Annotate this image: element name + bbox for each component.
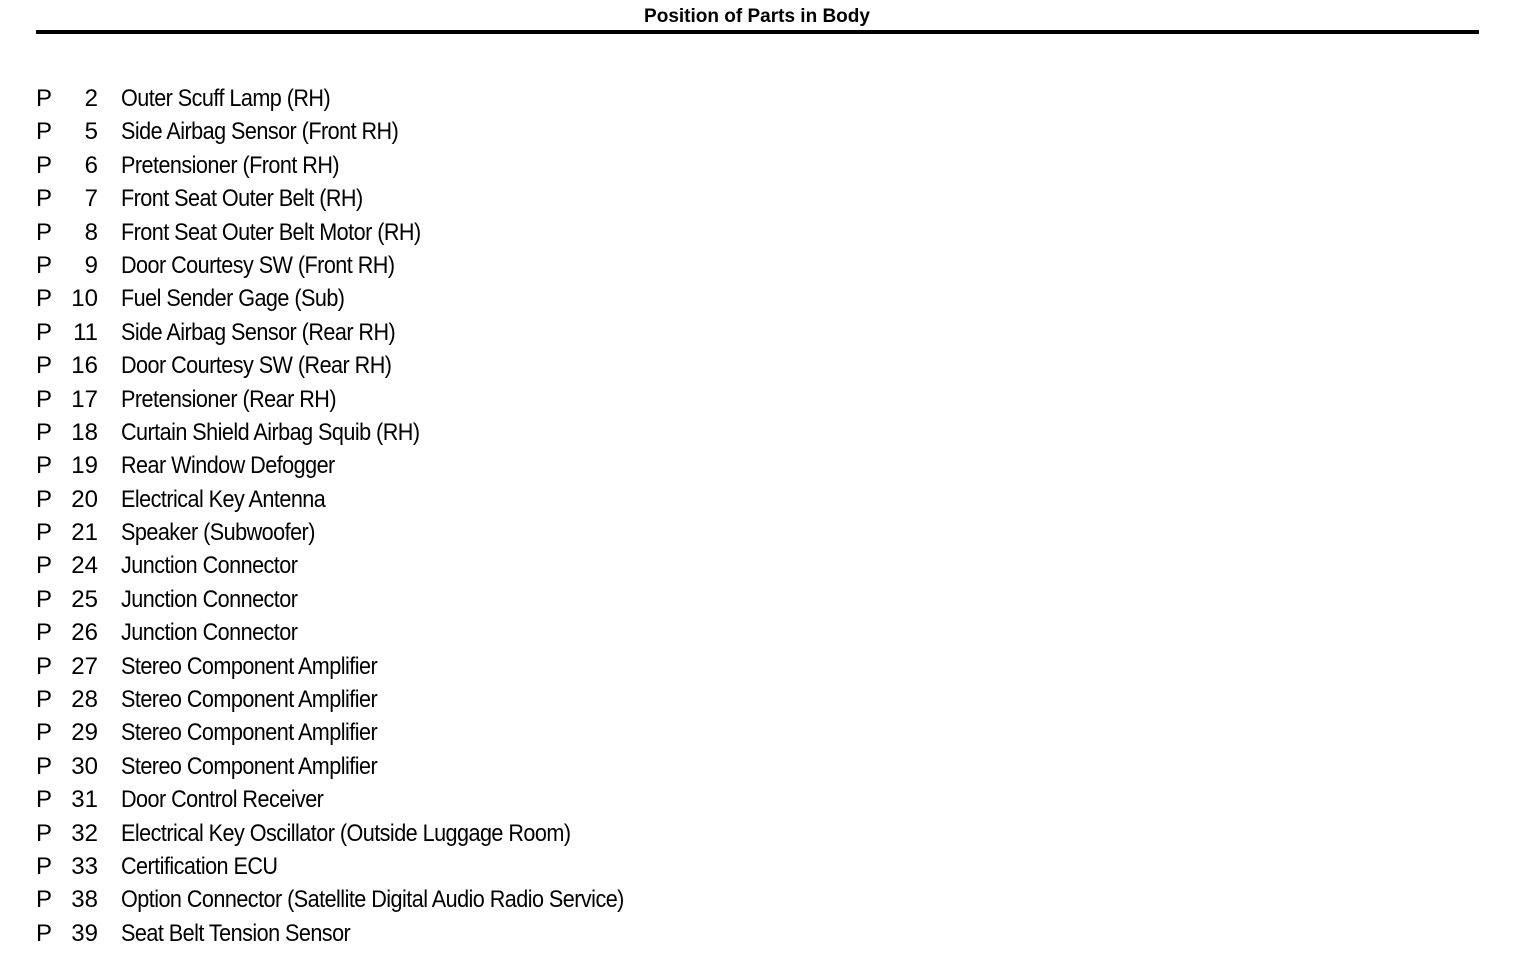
part-name: Stereo Component Amplifier (121, 652, 378, 680)
part-row (0, 483, 800, 516)
part-prefix: P (36, 619, 53, 647)
part-number: 7 (84, 185, 98, 213)
part-row (0, 82, 800, 115)
part-row (0, 850, 800, 883)
part-row (0, 883, 800, 916)
part-row (0, 817, 800, 850)
part-name: Junction Connector (121, 619, 298, 647)
part-prefix: P (36, 819, 53, 847)
part-prefix: P (36, 886, 53, 914)
part-row (0, 783, 800, 816)
part-prefix: P (36, 552, 53, 580)
part-name: Electrical Key Antenna (121, 485, 326, 513)
part-number: 21 (71, 519, 98, 547)
part-row (0, 316, 800, 349)
part-row (0, 750, 800, 783)
part-prefix: P (36, 85, 53, 112)
part-number: 6 (84, 151, 98, 179)
part-number: 24 (71, 552, 98, 580)
part-row (0, 716, 800, 749)
part-number: 9 (84, 251, 98, 279)
part-name: Fuel Sender Gage (Sub) (121, 285, 345, 313)
part-number: 16 (71, 352, 98, 380)
part-row (0, 549, 800, 582)
part-row (0, 516, 800, 549)
part-prefix: P (36, 585, 53, 613)
part-prefix: P (36, 852, 53, 880)
part-prefix: P (36, 352, 53, 380)
part-prefix: P (36, 719, 53, 747)
part-number: 19 (71, 452, 98, 480)
part-name: Pretensioner (Rear RH) (121, 385, 337, 413)
part-row (0, 449, 800, 482)
part-name: Junction Connector (121, 585, 298, 613)
part-number: 17 (71, 385, 98, 413)
part-number: 20 (71, 485, 98, 513)
part-name: Door Courtesy SW (Front RH) (121, 251, 395, 279)
part-row (0, 650, 800, 683)
part-name: Side Airbag Sensor (Front RH) (121, 118, 399, 146)
part-row (0, 683, 800, 716)
part-name: Rear Window Defogger (121, 452, 335, 480)
part-row (0, 249, 800, 282)
part-row (0, 416, 800, 449)
part-number: 28 (71, 686, 98, 714)
part-row (0, 616, 800, 649)
part-number: 25 (71, 585, 98, 613)
part-prefix: P (36, 418, 53, 446)
part-prefix: P (36, 251, 53, 279)
part-number: 27 (71, 652, 98, 680)
part-name: Pretensioner (Front RH) (121, 151, 340, 179)
part-name: Stereo Component Amplifier (121, 719, 378, 747)
part-prefix: P (36, 786, 53, 814)
part-row (0, 282, 800, 315)
part-prefix: P (36, 485, 53, 513)
part-name: Seat Belt Tension Sensor (121, 919, 351, 947)
part-prefix: P (36, 118, 53, 146)
part-row (0, 115, 800, 148)
part-row (0, 182, 800, 215)
part-row (0, 149, 800, 182)
part-prefix: P (36, 519, 53, 547)
part-number: 2 (84, 85, 98, 112)
part-number: 5 (84, 118, 98, 146)
part-number: 31 (71, 786, 98, 814)
part-name: Certification ECU (121, 852, 278, 880)
part-number: 39 (71, 919, 98, 947)
part-number: 8 (84, 218, 98, 246)
part-row (0, 216, 800, 249)
part-prefix: P (36, 919, 53, 947)
part-number: 29 (71, 719, 98, 747)
part-name: Front Seat Outer Belt (RH) (121, 185, 363, 213)
part-number: 33 (71, 852, 98, 880)
part-prefix: P (36, 385, 53, 413)
part-name: Stereo Component Amplifier (121, 686, 378, 714)
part-number: 32 (71, 819, 98, 847)
part-name: Junction Connector (121, 552, 298, 580)
part-number: 18 (71, 418, 98, 446)
part-name: Door Control Receiver (121, 786, 324, 814)
parts-list (0, 82, 800, 950)
part-name: Side Airbag Sensor (Rear RH) (121, 318, 396, 346)
part-number: 10 (71, 285, 98, 313)
part-prefix: P (36, 185, 53, 213)
title-divider (36, 30, 1479, 34)
part-prefix: P (36, 318, 53, 346)
part-name: Outer Scuff Lamp (RH) (121, 85, 331, 112)
part-name: Stereo Component Amplifier (121, 752, 378, 780)
part-prefix: P (36, 151, 53, 179)
part-name: Front Seat Outer Belt Motor (RH) (121, 218, 421, 246)
part-number: 38 (71, 886, 98, 914)
page-title: Position of Parts in Body (644, 6, 870, 27)
part-row (0, 349, 800, 382)
part-name: Electrical Key Oscillator (Outside Luggage Room) (121, 819, 571, 847)
part-name: Curtain Shield Airbag Squib (RH) (121, 418, 420, 446)
part-prefix: P (36, 218, 53, 246)
part-row (0, 917, 800, 950)
part-prefix: P (36, 686, 53, 714)
part-prefix: P (36, 452, 53, 480)
part-row (0, 383, 800, 416)
part-number: 26 (71, 619, 98, 647)
part-number: 30 (71, 752, 98, 780)
part-number: 11 (73, 318, 98, 346)
part-prefix: P (36, 652, 53, 680)
part-prefix: P (36, 285, 53, 313)
part-row (0, 583, 800, 616)
part-name: Speaker (Subwoofer) (121, 519, 315, 547)
part-name: Door Courtesy SW (Rear RH) (121, 352, 392, 380)
part-name: Option Connector (Satellite Digital Audio Radio Service) (121, 886, 624, 914)
part-prefix: P (36, 752, 53, 780)
